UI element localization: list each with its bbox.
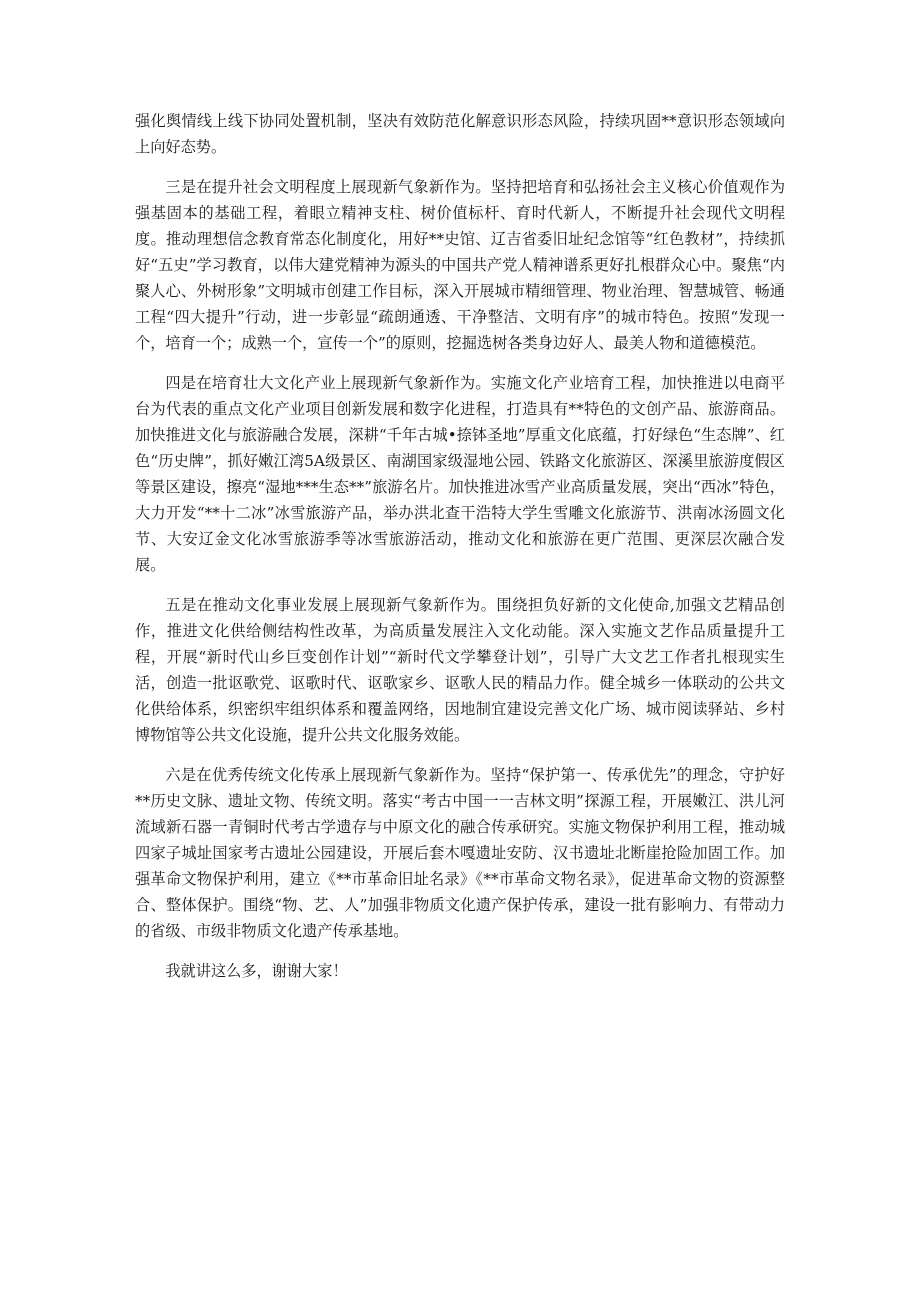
paragraph-cultural-undertakings: 五是在推动文化事业发展上展现新气象新作为。围绕担负好新的文化使命,加强文艺精品创作，推进文化供给侧结构性改革，为高质量发展注入文化动能。深入实施文艺作品质量提升工程，开展“新时代山乡巨变创作计划”“新时代文学攀登计划”，引导广大文艺工作者扎根现实生活，创造一批讴歌党、讴歌时代、讴歌家乡、讴歌人民的精品力作。健全城乡一体联动的公共文化供给体系，织密织牢组织体系和覆盖网络，因地制宜建设完善文化广场、城市阅读驿站、乡村博物馆等公共文化设施，提升公共文化服务效能。 xyxy=(135,596,785,744)
paragraph-social-civilization: 三是在提升社会文明程度上展现新气象新作为。坚持把培育和弘扬社会主义核心价值观作为强基固本的基础工程，着眼立精神支柱、树价值标杆、育时代新人，不断提升社会现代文明程度。推动理想信念教育常态化制度化，用好**史馆、辽吉省委旧址纪念馆等“红色教材”，持续抓好“五史”学习教育，以伟大建党精神为源头的中国共产党人精神谱系更好扎根群众心中。聚焦“内聚人心、外树形象”文明城市创建工作目标，深入开展城市精细管理、物业治理、智慧城管、畅通工程“四大提升”行动，进一步彰显“疏朗通透、干净整洁、文明有序”的城市特色。按照“发现一个，培育一个；成熟一个，宣传一个”的原则，挖掘选树各类身边好人、最美人物和道德模范。 xyxy=(135,178,785,352)
paragraph-cultural-industry: 四是在培育壮大文化产业上展现新气象新作为。实施文化产业培育工程，加快推进以电商平台为代表的重点文化产业项目创新发展和数字化进程，打造具有**特色的文创产品、旅游商品。加快推进文化与旅游融合发展，深耕“千年古城•捺钵圣地”厚重文化底蕴，打好绿色“生态牌”、红色“历史牌”，抓好嫩江湾5A级景区、南湖国家级湿地公园、铁路文化旅游区、深溪里旅游度假区等景区建设，擦亮“湿地***生态**”旅游名片。加快推进冰雪产业高质量发展，突出“西冰”特色，大力开发“**十二冰”冰雪旅游产品，举办洪北查干浩特大学生雪雕文化旅游节、洪南冰汤圆文化节、大安辽金文化冰雪旅游季等冰雪旅游活动，推动文化和旅游在更广范围、更深层次融合发展。 xyxy=(135,374,785,574)
paragraph-traditional-culture: 六是在优秀传统文化传承上展现新气象新作为。坚持“保护第一、传承优先”的理念，守护好**历史文脉、遗址文物、传统文明。落实“考古中国一一吉林文明”探源工程，开展嫩江、洪儿河流域新石器一青铜时代考古学遗存与中原文化的融合传承研究。实施文物保护利用工程，推动城四家子城址国家考古遗址公园建设，开展后套木嘎遗址安防、汉书遗址北断崖抢险加固工作。加强革命文物保护利用，建立《**市革命旧址名录》《**市革命文物名录》，促进革命文物的资源整合、整体保护。围绕“物、艺、人”加强非物质文化遗产保护传承，建设一批有影响力、有带动力的省级、市级非物质文化遗产传承基地。 xyxy=(135,766,785,940)
paragraph-continuation: 强化舆情线上线下协同处置机制，坚决有效防范化解意识形态风险，持续巩固**意识形态领域向上向好态势。 xyxy=(135,112,785,156)
document-body xyxy=(135,108,785,998)
paragraph-closing-remark: 我就讲这么多，谢谢大家！ xyxy=(165,962,348,980)
